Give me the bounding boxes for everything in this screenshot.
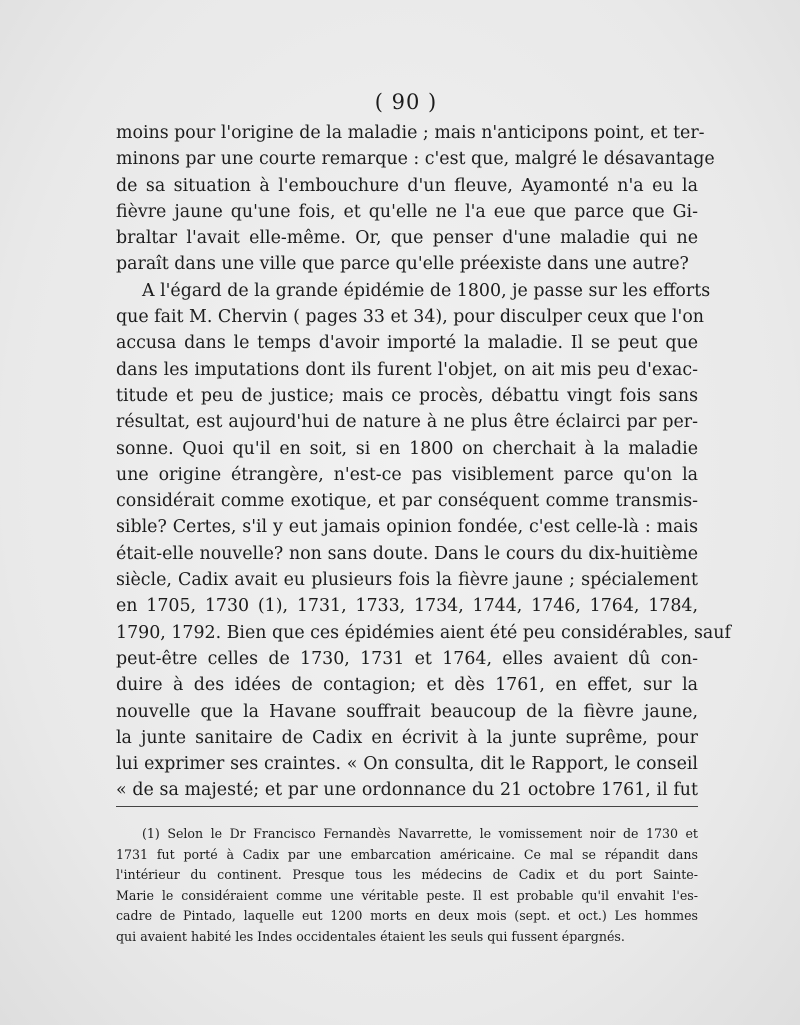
text-line: résultat, est aujourd'hui de nature à ne plus être éclairci par per- — [116, 412, 698, 433]
footnote-line: l'intérieur du continent. Presque tous les médecins de Cadix et du port Sainte- — [116, 867, 698, 883]
text-line: que fait M. Chervin ( pages 33 et 34), pour disculper ceux que l'on — [116, 307, 705, 328]
text-line: accusa dans le temps d'avoir importé la maladie. Il se peut que — [116, 333, 698, 354]
page-number: ( 90 ) — [374, 90, 438, 114]
text-line: la junte sanitaire de Cadix en écrivit à la junte suprême, pour — [116, 727, 698, 748]
text-line: duire à des idées de contagion; et dès 1761, en effet, sur la — [116, 675, 698, 696]
text-line: une origine étrangère, n'est-ce pas visiblement parce qu'on la — [116, 464, 698, 485]
text-line: peut-être celles de 1730, 1731 et 1764, elles avaient dû con- — [116, 648, 698, 669]
text-line: était-elle nouvelle? non sans doute. Dans le cours du dix-huitième — [116, 543, 698, 564]
text-line: fièvre jaune qu'une fois, et qu'elle ne l'a eue que parce que Gi- — [116, 201, 698, 222]
text-line: minons par une courte remarque : c'est que, malgré le désavantage — [116, 149, 715, 170]
text-line: titude et peu de justice; mais ce procès, débattu vingt fois sans — [116, 385, 698, 406]
text-line: considérait comme exotique, et par conséquent comme transmis- — [116, 491, 698, 512]
text-line: braltar l'avait elle-même. Or, que penser d'une maladie qui ne — [116, 228, 698, 249]
footnote — [116, 824, 698, 948]
footnote-rule — [116, 806, 698, 807]
text-line: A l'égard de la grande épidémie de 1800, je passe sur les efforts — [142, 280, 711, 301]
footnote-line: Marie le considéraient comme une véritable peste. Il est probable qu'il envahit l'es- — [116, 887, 698, 903]
text-line: en 1705, 1730 (1), 1731, 1733, 1734, 1744, 1746, 1764, 1784, — [116, 596, 698, 617]
text-line: siècle, Cadix avait eu plusieurs fois la fièvre jaune ; spécialement — [116, 570, 698, 591]
footnote-line: (1) Selon le Dr Francisco Fernandès Navarrette, le vomissement noir de 1730 et — [142, 826, 698, 841]
text-line: moins pour l'origine de la maladie ; mais n'anticipons point, et ter- — [116, 123, 705, 143]
footnote-line: 1731 fut porté à Cadix par une embarcation américaine. Ce mal se répandit dans — [116, 846, 698, 862]
text-line: dans les imputations dont ils furent l'objet, on ait mis peu d'exac- — [116, 359, 698, 380]
body-text — [116, 120, 731, 804]
text-line: sonne. Quoi qu'il en soit, si en 1800 on cherchait à la maladie — [116, 438, 698, 459]
text-line: nouvelle que la Havane souffrait beaucoup de la fièvre jaune, — [116, 701, 698, 722]
footnote-line: qui avaient habité les Indes occidentales étaient les seuls qui fussent épargnés. — [116, 928, 625, 944]
text-line: sible? Certes, s'il y eut jamais opinion fondée, c'est celle-là : mais — [116, 517, 698, 538]
text-line: « de sa majesté; et par une ordonnance du 21 octobre 1761, il fut — [116, 780, 698, 801]
text-line: 1790, 1792. Bien que ces épidémies aient été peu considérables, sauf — [116, 622, 731, 643]
footnote-line: cadre de Pintado, laquelle eut 1200 morts en deux mois (sept. et oct.) Les hommes — [116, 908, 698, 924]
text-line: de sa situation à l'embouchure d'un fleuve, Ayamonté n'a eu la — [116, 175, 698, 196]
text-line: paraît dans une ville que parce qu'elle préexiste dans une autre? — [116, 254, 689, 275]
text-line: lui exprimer ses craintes. « On consulta, dit le Rapport, le conseil — [116, 754, 698, 775]
